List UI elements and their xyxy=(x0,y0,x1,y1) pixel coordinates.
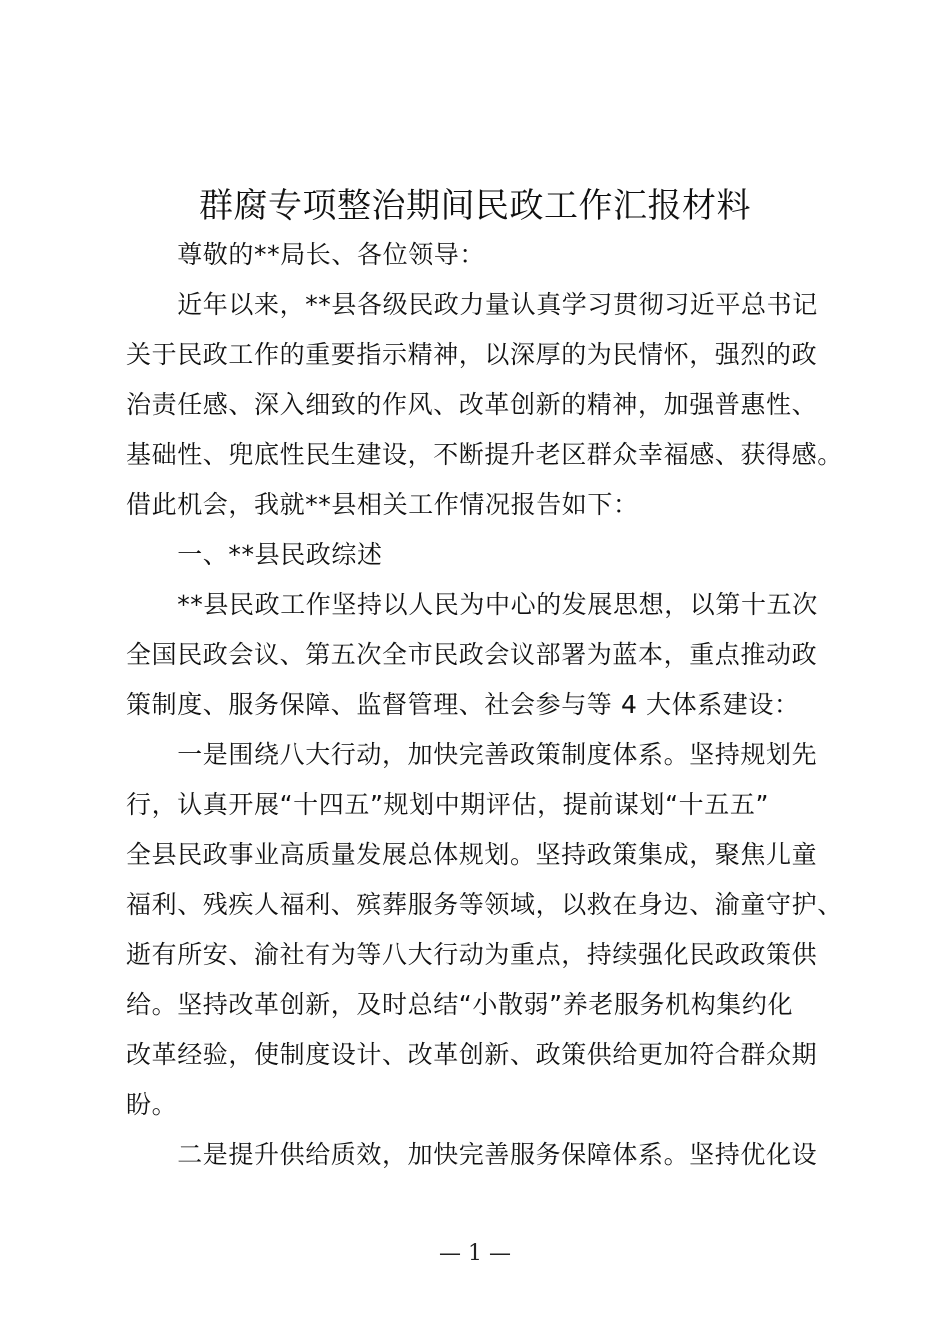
body-line: 治责任感、深入细致的作风、改革创新的精神，加强普惠性、 xyxy=(126,390,818,419)
body-line: 全国民政会议、第五次全市民政会议部署为蓝本，重点推动政 xyxy=(126,640,818,669)
body-line: 逝有所安、渝社有为等八大行动为重点，持续强化民政政策供 xyxy=(126,940,818,969)
body-line: 福利、残疾人福利、殡葬服务等领域，以救在身边、渝童守护、 xyxy=(126,890,843,919)
body-line: 一是围绕八大行动，加快完善政策制度体系。坚持规划先 xyxy=(126,740,818,769)
document-title: 群腐专项整治期间民政工作汇报材料 xyxy=(199,186,751,226)
body-line: 改革经验，使制度设计、改革创新、政策供给更加符合群众期 xyxy=(126,1040,818,1069)
body-line: 行，认真开展“十四五”规划中期评估，提前谋划“十五五” xyxy=(126,790,770,819)
body-line: 基础性、兜底性民生建设，不断提升老区群众幸福感、获得感。 xyxy=(126,440,843,469)
body-line: 借此机会，我就**县相关工作情况报告如下： xyxy=(126,490,639,519)
salutation-line: 尊敬的**局长、各位领导： xyxy=(126,240,486,269)
body-line: 策制度、服务保障、监督管理、社会参与等 4 大体系建设： xyxy=(126,690,800,719)
body-line: 给。坚持改革创新，及时总结“小散弱”养老服务机构集约化 xyxy=(126,990,794,1019)
section-heading: 一、**县民政综述 xyxy=(126,540,383,569)
body-line: 盼。 xyxy=(126,1090,178,1119)
body-line: 近年以来，**县各级民政力量认真学习贯彻习近平总书记 xyxy=(126,290,818,319)
body-line: 二是提升供给质效，加快完善服务保障体系。坚持优化设 xyxy=(126,1140,818,1169)
body-line: 关于民政工作的重要指示精神，以深厚的为民情怀，强烈的政 xyxy=(126,340,818,369)
body-line: **县民政工作坚持以人民为中心的发展思想，以第十五次 xyxy=(126,590,818,619)
body-line: 全县民政事业高质量发展总体规划。坚持政策集成，聚焦儿童 xyxy=(126,840,818,869)
page-number: — 1 — xyxy=(439,1241,511,1266)
